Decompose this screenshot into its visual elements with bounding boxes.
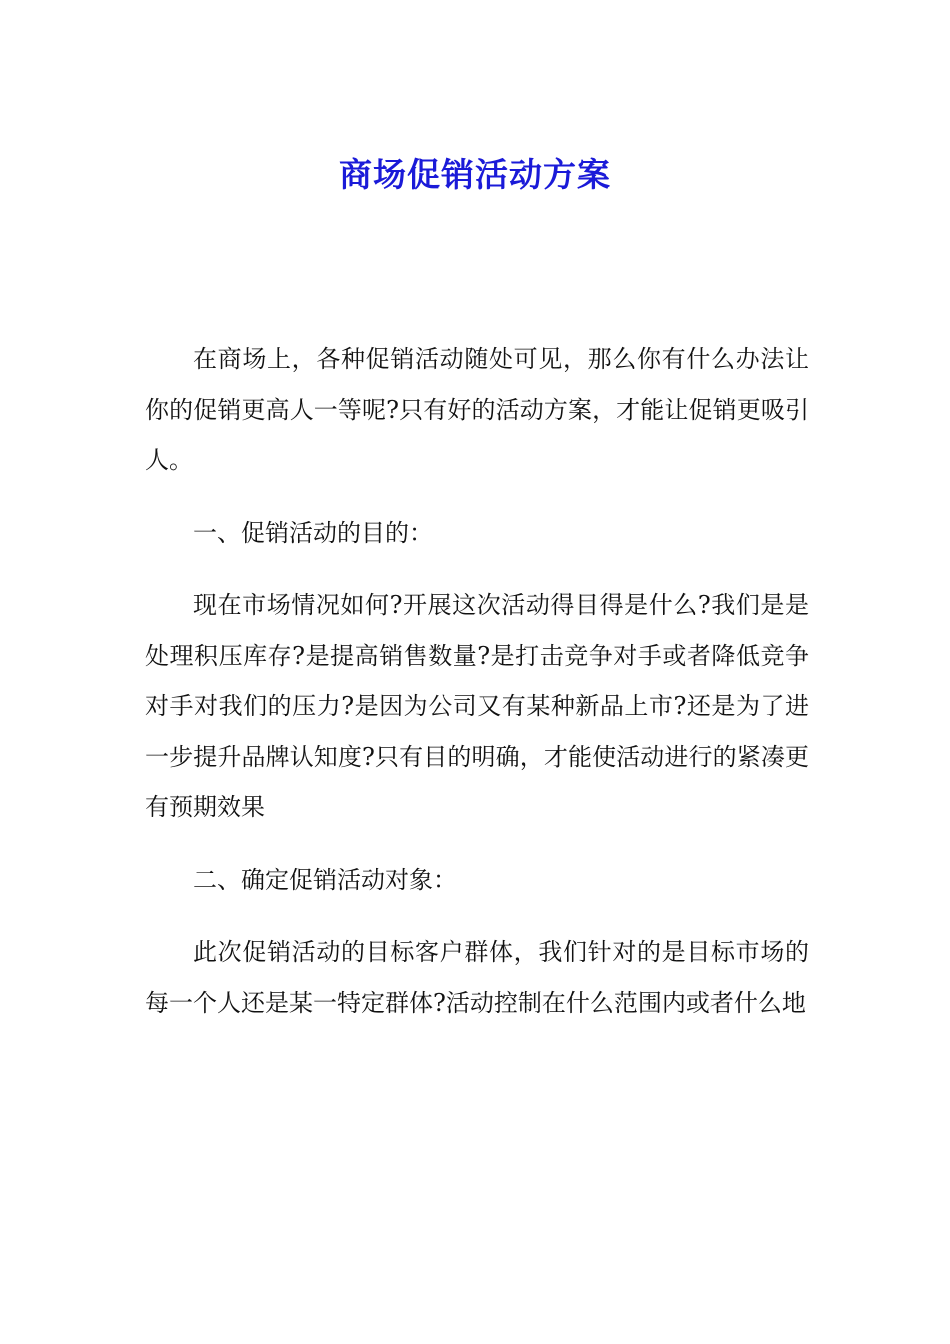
- document-body: [145, 334, 809, 1050]
- target-paragraph: 此次促销活动的目标客户群体，我们针对的是目标市场的每一个人还是某一特定群体?活动控制在什么范围内或者什么地: [145, 938, 809, 1017]
- intro-paragraph: 在商场上，各种促销活动随处可见，那么你有什么办法让你的促销更高人一等呢?只有好的活动方案，才能让促销更吸引人。: [145, 345, 809, 474]
- section-heading-target: 二、确定促销活动对象：: [193, 865, 457, 894]
- document-title: 商场促销活动方案: [339, 155, 611, 195]
- purpose-paragraph: 现在市场情况如何?开展这次活动得目得是什么?我们是是处理积压库存?是提高销售数量?是打击竞争对手或者降低竞争对手对我们的压力?是因为公司又有某种新品上市?还是为了进一步提升品牌认知度?只有目的明确，才能使活动进行的紧凑更有预期效果: [145, 591, 809, 821]
- section-heading-purpose: 一、促销活动的目的：: [193, 518, 433, 547]
